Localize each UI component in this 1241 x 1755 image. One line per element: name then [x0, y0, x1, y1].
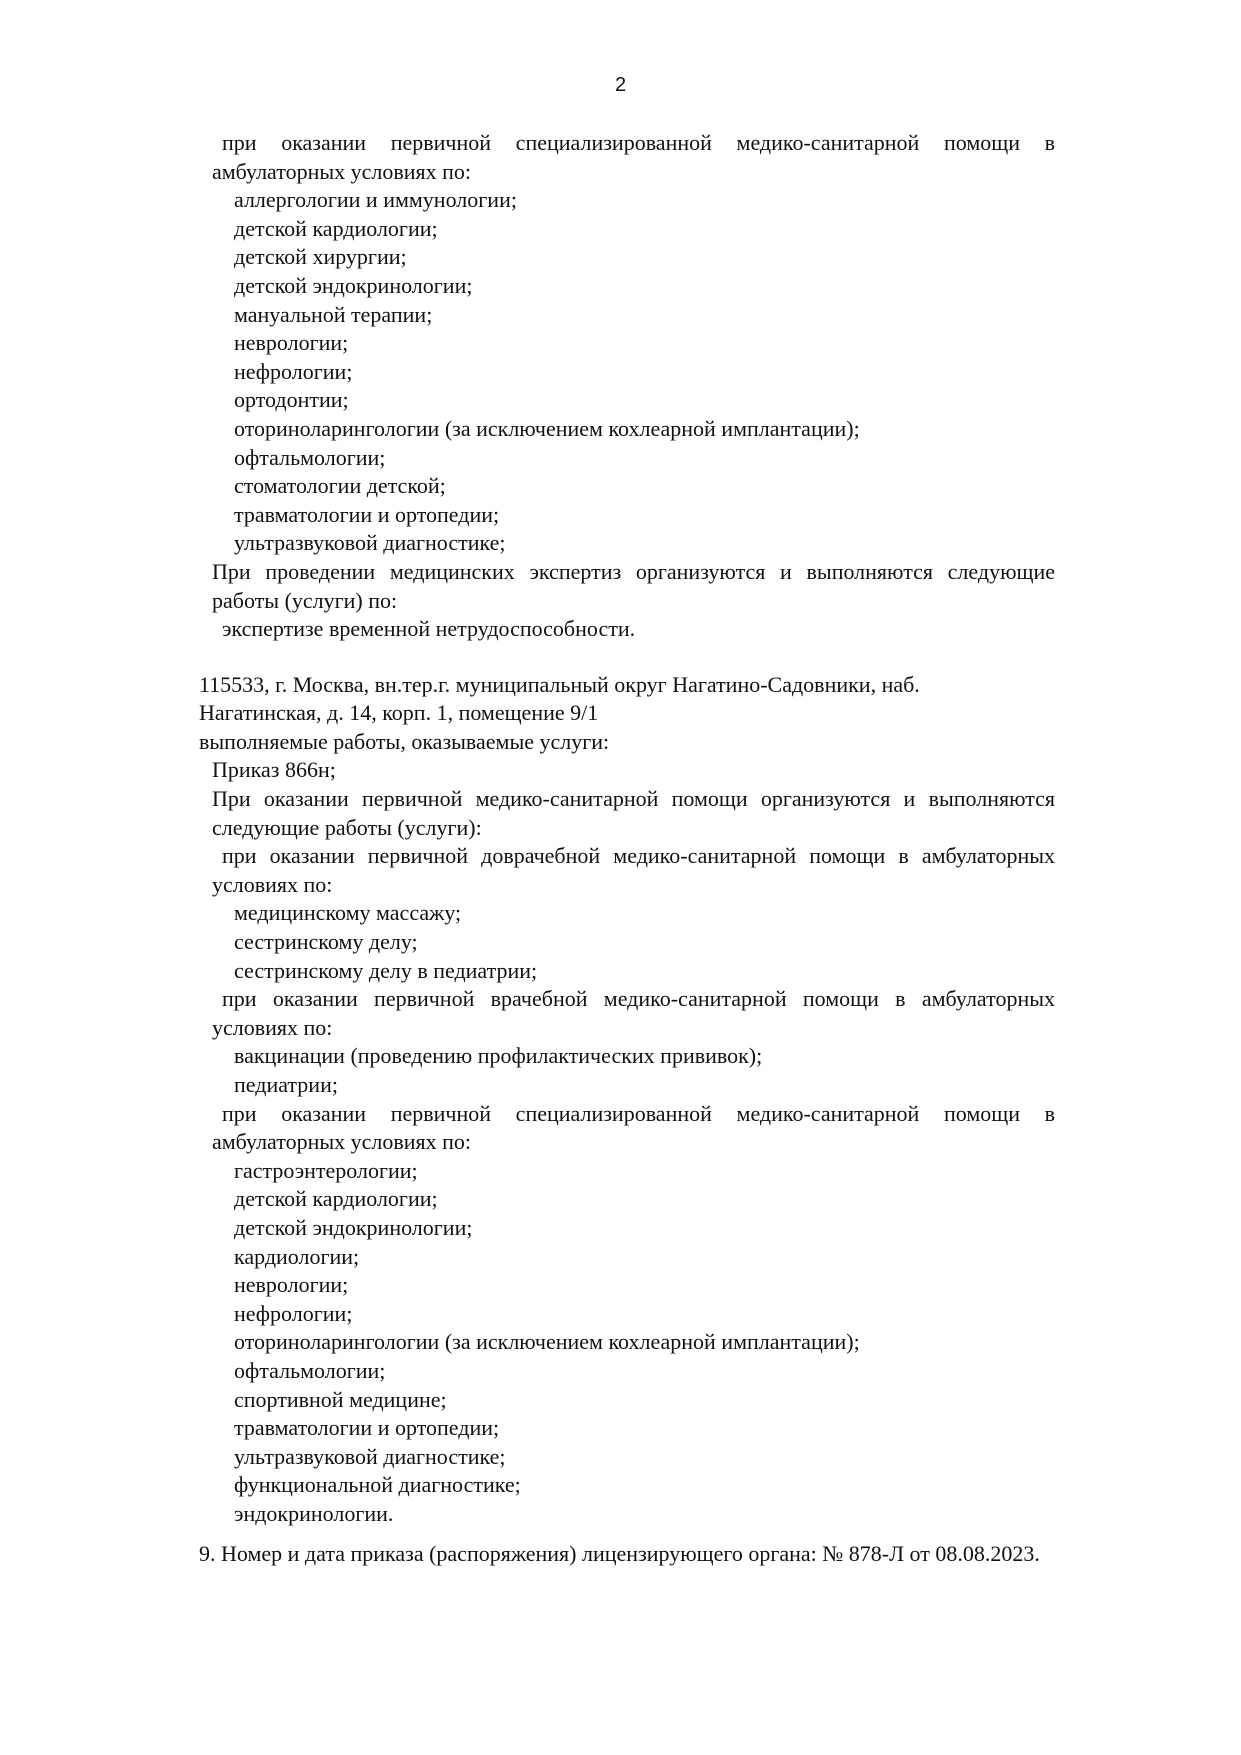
physician-intro-line-2: условиях по:	[212, 1014, 333, 1040]
list-item: эндокринологии.	[234, 1500, 394, 1526]
list-item: детской кардиологии;	[234, 215, 438, 241]
works-label: выполняемые работы, оказываемые услуги:	[199, 728, 610, 754]
spec-intro-line-1: при оказании первичной специализированной медико-санитарной помощи в	[222, 130, 1055, 155]
list-item: детской хирургии;	[234, 244, 407, 270]
expertise-intro-line-2: работы (услуги) по:	[212, 587, 398, 613]
prehospital-intro-line-1: при оказании первичной доврачебной медико-санитарной помощи в амбулаторных	[222, 843, 1055, 869]
primary-intro-line-1: При оказании первичной медико-санитарной помощи организуются и выполняются	[212, 786, 1055, 812]
prehospital-intro-line-2: условиях по:	[212, 871, 333, 897]
list-item: педиатрии;	[234, 1072, 338, 1097]
list-item: неврологии;	[234, 1272, 349, 1298]
list-item: нефрологии;	[234, 1300, 353, 1326]
list-item: детской эндокринологии;	[234, 1214, 473, 1240]
page-number: 2	[614, 74, 627, 96]
list-item: нефрологии;	[234, 358, 353, 384]
list-item: медицинскому массажу;	[234, 900, 462, 926]
document-body	[0, 129, 1241, 1568]
list-item: спортивной медицине;	[234, 1386, 447, 1412]
list-item: гастроэнтерологии;	[234, 1157, 418, 1183]
spec-intro-line-2: амбулаторных условиях по:	[212, 1129, 472, 1155]
primary-intro-line-2: следующие работы (услуги):	[212, 814, 482, 840]
spec-intro-line-2: амбулаторных условиях по:	[212, 158, 472, 184]
list-item: оториноларингологии (за исключением кохлеарной имплантации);	[234, 1329, 860, 1355]
order-info: 9. Номер и дата приказа (распоряжения) лицензирующего органа: № 878-Л от 08.08.2023.	[199, 1540, 1040, 1566]
list-item: офтальмологии;	[234, 444, 386, 470]
list-item: мануальной терапии;	[234, 301, 433, 327]
list-item: ультразвуковой диагностике;	[234, 1443, 506, 1469]
list-item: функциональной диагностике;	[234, 1472, 521, 1498]
list-item: сестринскому делу;	[234, 929, 418, 955]
list-item: вакцинации (проведению профилактических прививок);	[234, 1043, 763, 1069]
list-item: неврологии;	[234, 330, 349, 356]
spec-intro-line-1: при оказании первичной специализированной медико-санитарной помощи в	[222, 1100, 1055, 1126]
list-item: сестринскому делу в педиатрии;	[234, 957, 538, 983]
list-item: травматологии и ортопедии;	[234, 1415, 500, 1441]
expertise-item: экспертизе временной нетрудоспособности.	[222, 616, 636, 642]
list-item: детской кардиологии;	[234, 1186, 438, 1212]
list-item: травматологии и ортопедии;	[234, 501, 500, 527]
list-item: ортодонтии;	[234, 387, 349, 413]
physician-intro-line-1: при оказании первичной врачебной медико-санитарной помощи в амбулаторных	[222, 986, 1055, 1012]
list-item: оториноларингологии (за исключением кохлеарной имплантации);	[234, 415, 860, 441]
list-item: детской эндокринологии;	[234, 272, 473, 298]
list-item: аллергологии и иммунологии;	[234, 187, 517, 213]
list-item: стоматологии детской;	[234, 473, 446, 499]
list-item: кардиологии;	[234, 1243, 360, 1269]
expertise-intro-line-1: При проведении медицинских экспертиз организуются и выполняются следующие	[212, 558, 1055, 584]
list-item: ультразвуковой диагностике;	[234, 530, 506, 556]
address-line-1: 115533, г. Москва, вн.тер.г. муниципальный округ Нагатино-Садовники, наб.	[199, 671, 920, 697]
order-reference: Приказ 866н;	[212, 757, 336, 783]
address-line-2: Нагатинская, д. 14, корп. 1, помещение 9/1	[199, 700, 599, 726]
list-item: офтальмологии;	[234, 1357, 386, 1383]
